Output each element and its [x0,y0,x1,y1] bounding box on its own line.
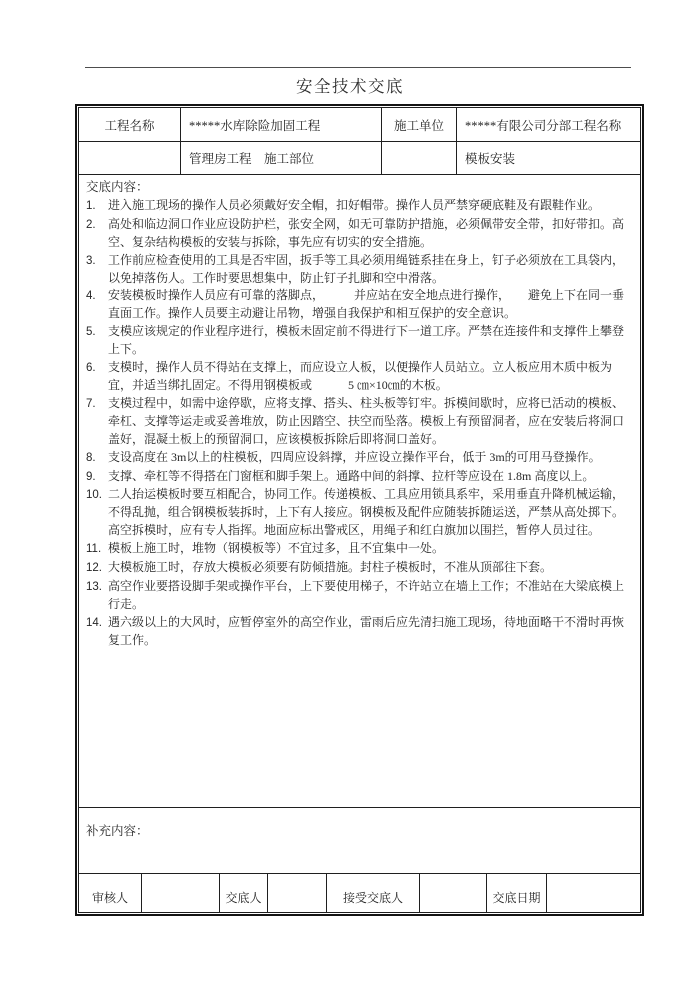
item-number: 10. [86,489,102,502]
construction-unit-value: *****有限公司分部工程名称 [457,108,640,142]
item-number: 5. [86,326,96,339]
reviewer-value-cell [142,874,220,912]
signature-row [79,874,640,912]
item-number: 2. [86,218,96,231]
discloser-label: 交底人 [220,874,268,912]
disclosure-item [86,614,630,650]
info-row-1 [79,108,640,142]
disclosure-item [86,486,630,540]
receiver-value-cell [420,874,487,912]
item-number: 1. [86,199,96,212]
item-text: 工作前应检查使用的工具是否牢固，扳手等工具必须用绳链系挂在身上，钉子必须放在工具袋内，以免掉落伤人。工作时要思想集中，防止钉子扎脚和空中滑落。 [108,252,625,285]
receiver-label: 接受交底人 [327,874,420,912]
disclosure-item [86,216,630,252]
item-number: 3. [86,254,96,267]
project-name-value: *****水库除险加固工程 [181,108,382,142]
header-rule [85,67,631,68]
item-number: 8. [86,451,96,464]
disclosure-item [86,559,630,578]
sub-project-value: 管理房工程 施工部位 [181,142,382,175]
item-number: 7. [86,397,96,410]
item-text: 高处和临边洞口作业应设防护栏，张安全网，如无可靠防护措施，必须佩带安全带，扣好带扣。高空、复杂结构模板的安装与拆除，事先应有切实的安全措施。 [108,216,625,249]
construction-unit-label: 施工单位 [382,108,457,142]
item-text: 安装模板时操作人员应有可靠的落脚点， 并应站在安全地点进行操作， 避免上下在同一垂直面工作。操作人员要主动避让吊物，增强自我保护和相互保护的安全意识。 [108,288,625,321]
item-number: 12. [86,562,102,575]
item-number: 14. [86,616,102,629]
info-row2-empty-cell-2 [382,142,457,175]
date-value-cell [547,874,640,912]
disclosure-form-table [75,104,644,916]
disclosure-item [86,468,630,487]
work-part-value: 模板安装 [457,142,640,175]
disclosure-item [86,323,630,359]
item-number: 6. [86,362,96,375]
date-label: 交底日期 [487,874,547,912]
item-text: 二人抬运模板时要互相配合，协同工作。传递模板、工具应用锁具系牢，采用垂直升降机械运输，不得乱抛，组合钢模板装拆时，上下有人接应。钢模板及配件应随装拆随运送，严禁从高处掷下。高空拆模时，应有专人指挥。地面应标出警戒区，用绳子和红白旗加以围拦，暂停人员过往。 [108,487,625,538]
disclosure-heading: 交底内容： [86,180,149,194]
item-text: 模板上施工时，堆物（钢模板等）不宜过多，且不宜集中一处。 [108,541,445,556]
item-text: 支模过程中，如需中途停歇，应将支撑、搭头、柱头板等钉牢。拆模间歇时，应将已活动的模板、牵杠、支撑等运走或妥善堆放，防止因踏空、扶空而坠落。模板上有预留洞者，应在安装后将洞口盖好，混凝土板上的预留洞口，应该模板拆除后即将洞口盖好。 [108,395,625,446]
info-row-2 [79,142,640,175]
discloser-value-cell [268,874,327,912]
info-row2-empty-cell-1 [79,142,181,175]
page-title: 安全技术交底 [296,77,404,96]
supplement-cell [79,808,640,874]
item-number: 13. [86,580,102,593]
disclosure-item [86,252,630,288]
item-text: 高空作业要搭设脚手架或操作平台，上下要使用梯子，不许站立在墙上工作；不准站在大梁底模上行走。 [108,578,625,611]
item-number: 4. [86,290,96,303]
item-text: 支设高度在 3m以上的柱模板，四周应设斜撑，并应设立操作平台，低于 3m的可用马登操作。 [108,449,601,464]
table-inner-border [78,107,641,913]
disclosure-item [86,578,630,614]
item-text: 支撑、牵杠等不得搭在门窗框和脚手架上。通路中间的斜撑、拉杆等应设在 1.8m 高度以上。 [108,468,595,483]
item-text: 支模应该规定的作业程序进行，模板未固定前不得进行下一道工序。严禁在连接件和支撑件上攀登上下。 [108,324,625,357]
disclosure-item [86,540,630,559]
item-number: 9. [86,470,96,483]
disclosure-item [86,197,630,216]
project-name-label: 工程名称 [79,108,181,142]
disclosure-item [86,395,630,449]
disclosure-list [86,197,630,650]
disclosure-content-cell [79,175,640,808]
item-text: 支模时，操作人员不得站在支撑上，而应设立人板，以便操作人员站立。立人板应用木质中板为宜，并适当绑扎固定。不得用钢模板或 5 ㎝×10㎝的木板。 [108,360,613,392]
disclosure-item [86,449,630,468]
disclosure-item [86,359,630,395]
disclosure-item [86,287,630,323]
item-text: 进入施工现场的操作人员必须戴好安全帽，扣好帽带。操作人员严禁穿硬底鞋及有跟鞋作业。 [108,197,601,212]
item-text: 遇六级以上的大风时，应暂停室外的高空作业，雷雨后应先清扫施工现场，待地面略干不滑时再恢复工作。 [108,614,625,647]
item-number: 11. [86,543,102,556]
reviewer-label: 审核人 [79,874,142,912]
item-text: 大模板施工时，存放大模板必须要有防倾措施。封柱子模板时，不准从顶部往下套。 [108,560,553,575]
supplement-heading: 补充内容： [86,824,149,838]
